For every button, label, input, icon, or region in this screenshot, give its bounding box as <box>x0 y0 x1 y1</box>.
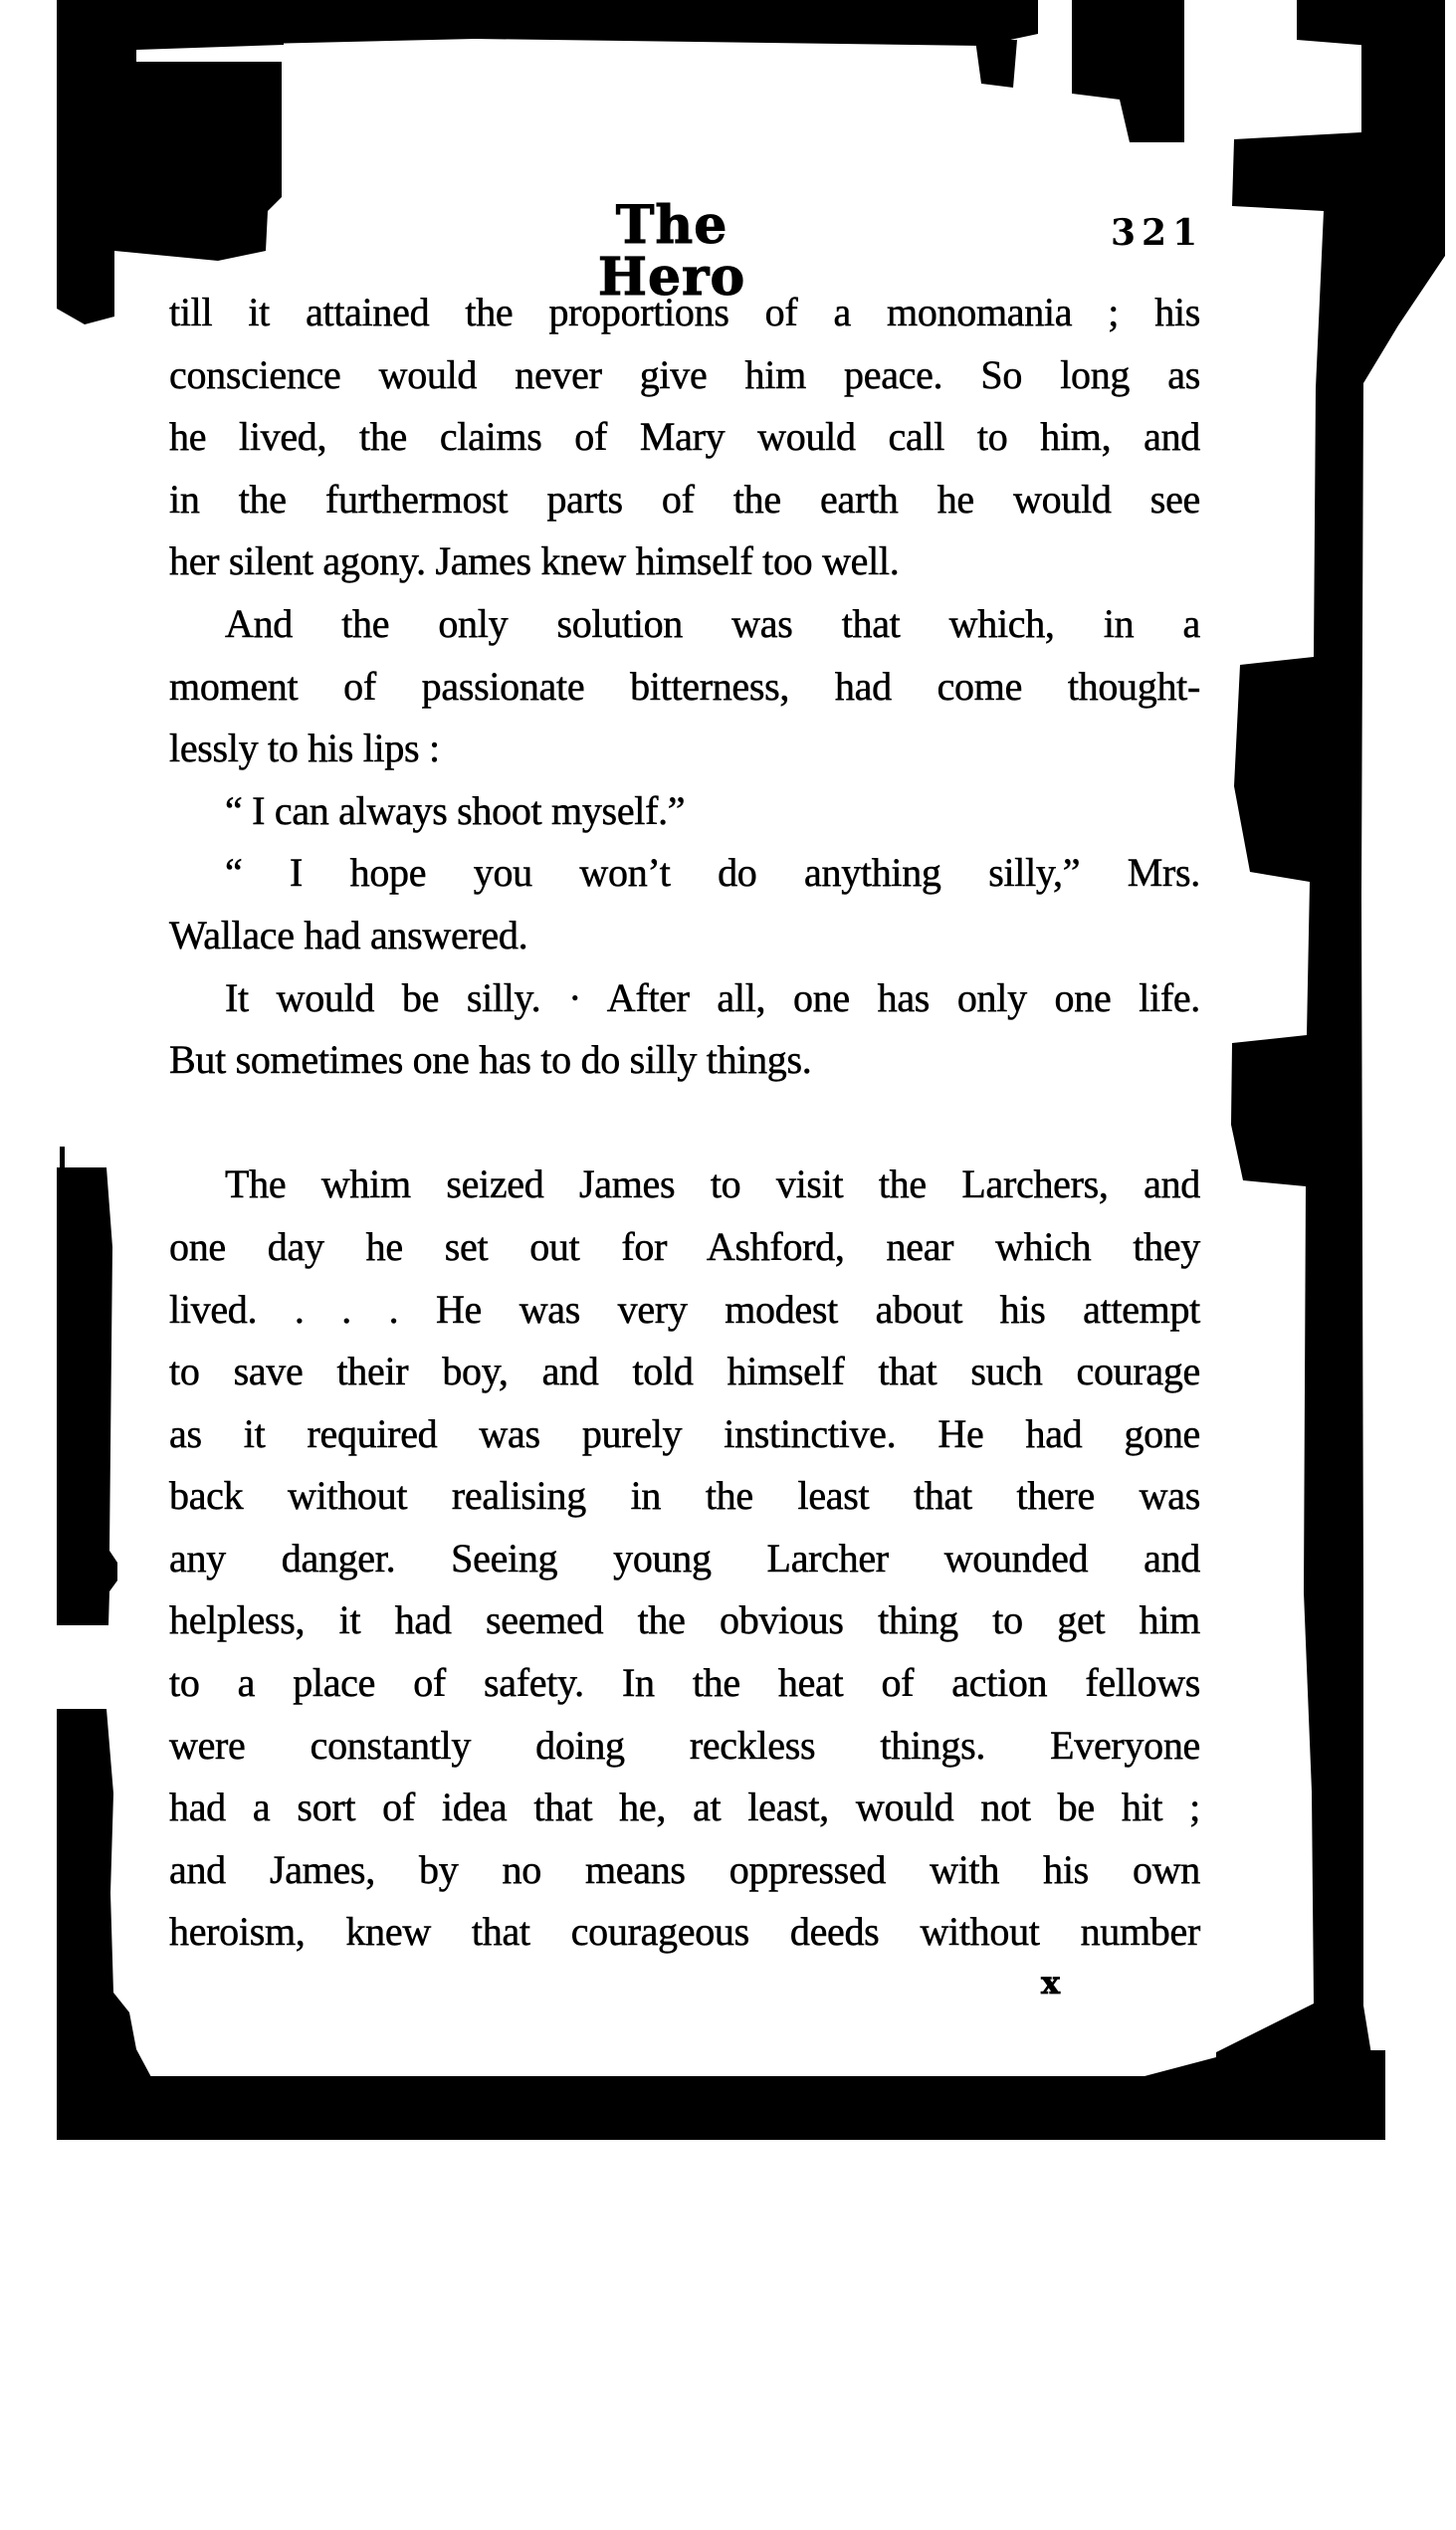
page-number: 321 <box>1111 212 1204 254</box>
text-line: back without realising in the least that there was <box>169 1473 1200 1519</box>
text-line: as it required was purely instinctive. He had gone <box>169 1410 1200 1456</box>
scan-smudge-left-tick <box>60 1147 65 1168</box>
text-line: her silent agony. James knew himself too well. <box>169 538 900 584</box>
text-line: lessly to his lips : <box>169 726 440 771</box>
signature-mark: x <box>1041 1964 1061 2002</box>
text-line: lived. . . . He was very modest about his attempt <box>169 1286 1200 1332</box>
scan-gutter-shadow <box>1214 40 1445 2142</box>
scan-smudge-bottom-band <box>57 2050 1385 2142</box>
text-line: And the only solution was that which, in a <box>225 600 1200 646</box>
text-line: till it attained the proportions of a monomania ; his <box>169 290 1200 334</box>
text-line: he lived, the claims of Mary would call to him, and <box>169 414 1200 460</box>
text-line: were constantly doing reckless things. Everyone <box>169 1722 1200 1768</box>
running-header-title: The Hero <box>597 195 746 308</box>
scan-smudge-left-bar-upper <box>57 1167 118 1625</box>
scan-smudge-top-band-tab <box>973 40 1019 88</box>
scan-smudge-left-bar-lower <box>57 1709 151 2077</box>
text-line: heroism, knew that courageous deeds without number <box>169 1909 1200 1955</box>
text-line: in the furthermost parts of the earth he would see <box>169 476 1200 522</box>
text-line: one day he set out for Ashford, near which they <box>169 1223 1200 1269</box>
text-line: Wallace had answered. <box>169 912 528 957</box>
text-line: any danger. Seeing young Larcher wounded and <box>169 1535 1200 1581</box>
text-line: It would be silly. · After all, one has only one life. <box>225 974 1200 1020</box>
text-line: to a place of safety. In the heat of action fellows <box>169 1660 1200 1706</box>
text-line: conscience would never give him peace. So long as <box>169 351 1200 397</box>
text-line: “ I hope you won’t do anything silly,” Mrs. <box>225 850 1200 896</box>
text-line: had a sort of idea that he, at least, would not be hit ; <box>169 1785 1200 1830</box>
text-line: moment of passionate bitterness, had come thought- <box>169 663 1200 709</box>
body-text <box>169 282 1200 1964</box>
line-spacer <box>169 1092 1200 1155</box>
text-line: “ I can always shoot myself.” <box>225 787 686 833</box>
text-line: But sometimes one has to do silly things. <box>169 1037 812 1083</box>
text-line: to save their boy, and told himself that such courage <box>169 1349 1200 1394</box>
text-line: helpless, it had seemed the obvious thing to get him <box>169 1597 1200 1643</box>
text-line: and James, by no means oppressed with his own <box>169 1846 1200 1892</box>
scan-smudge-top-right <box>1072 0 1184 144</box>
text-line: The whim seized James to visit the Larchers, and <box>225 1161 1200 1207</box>
